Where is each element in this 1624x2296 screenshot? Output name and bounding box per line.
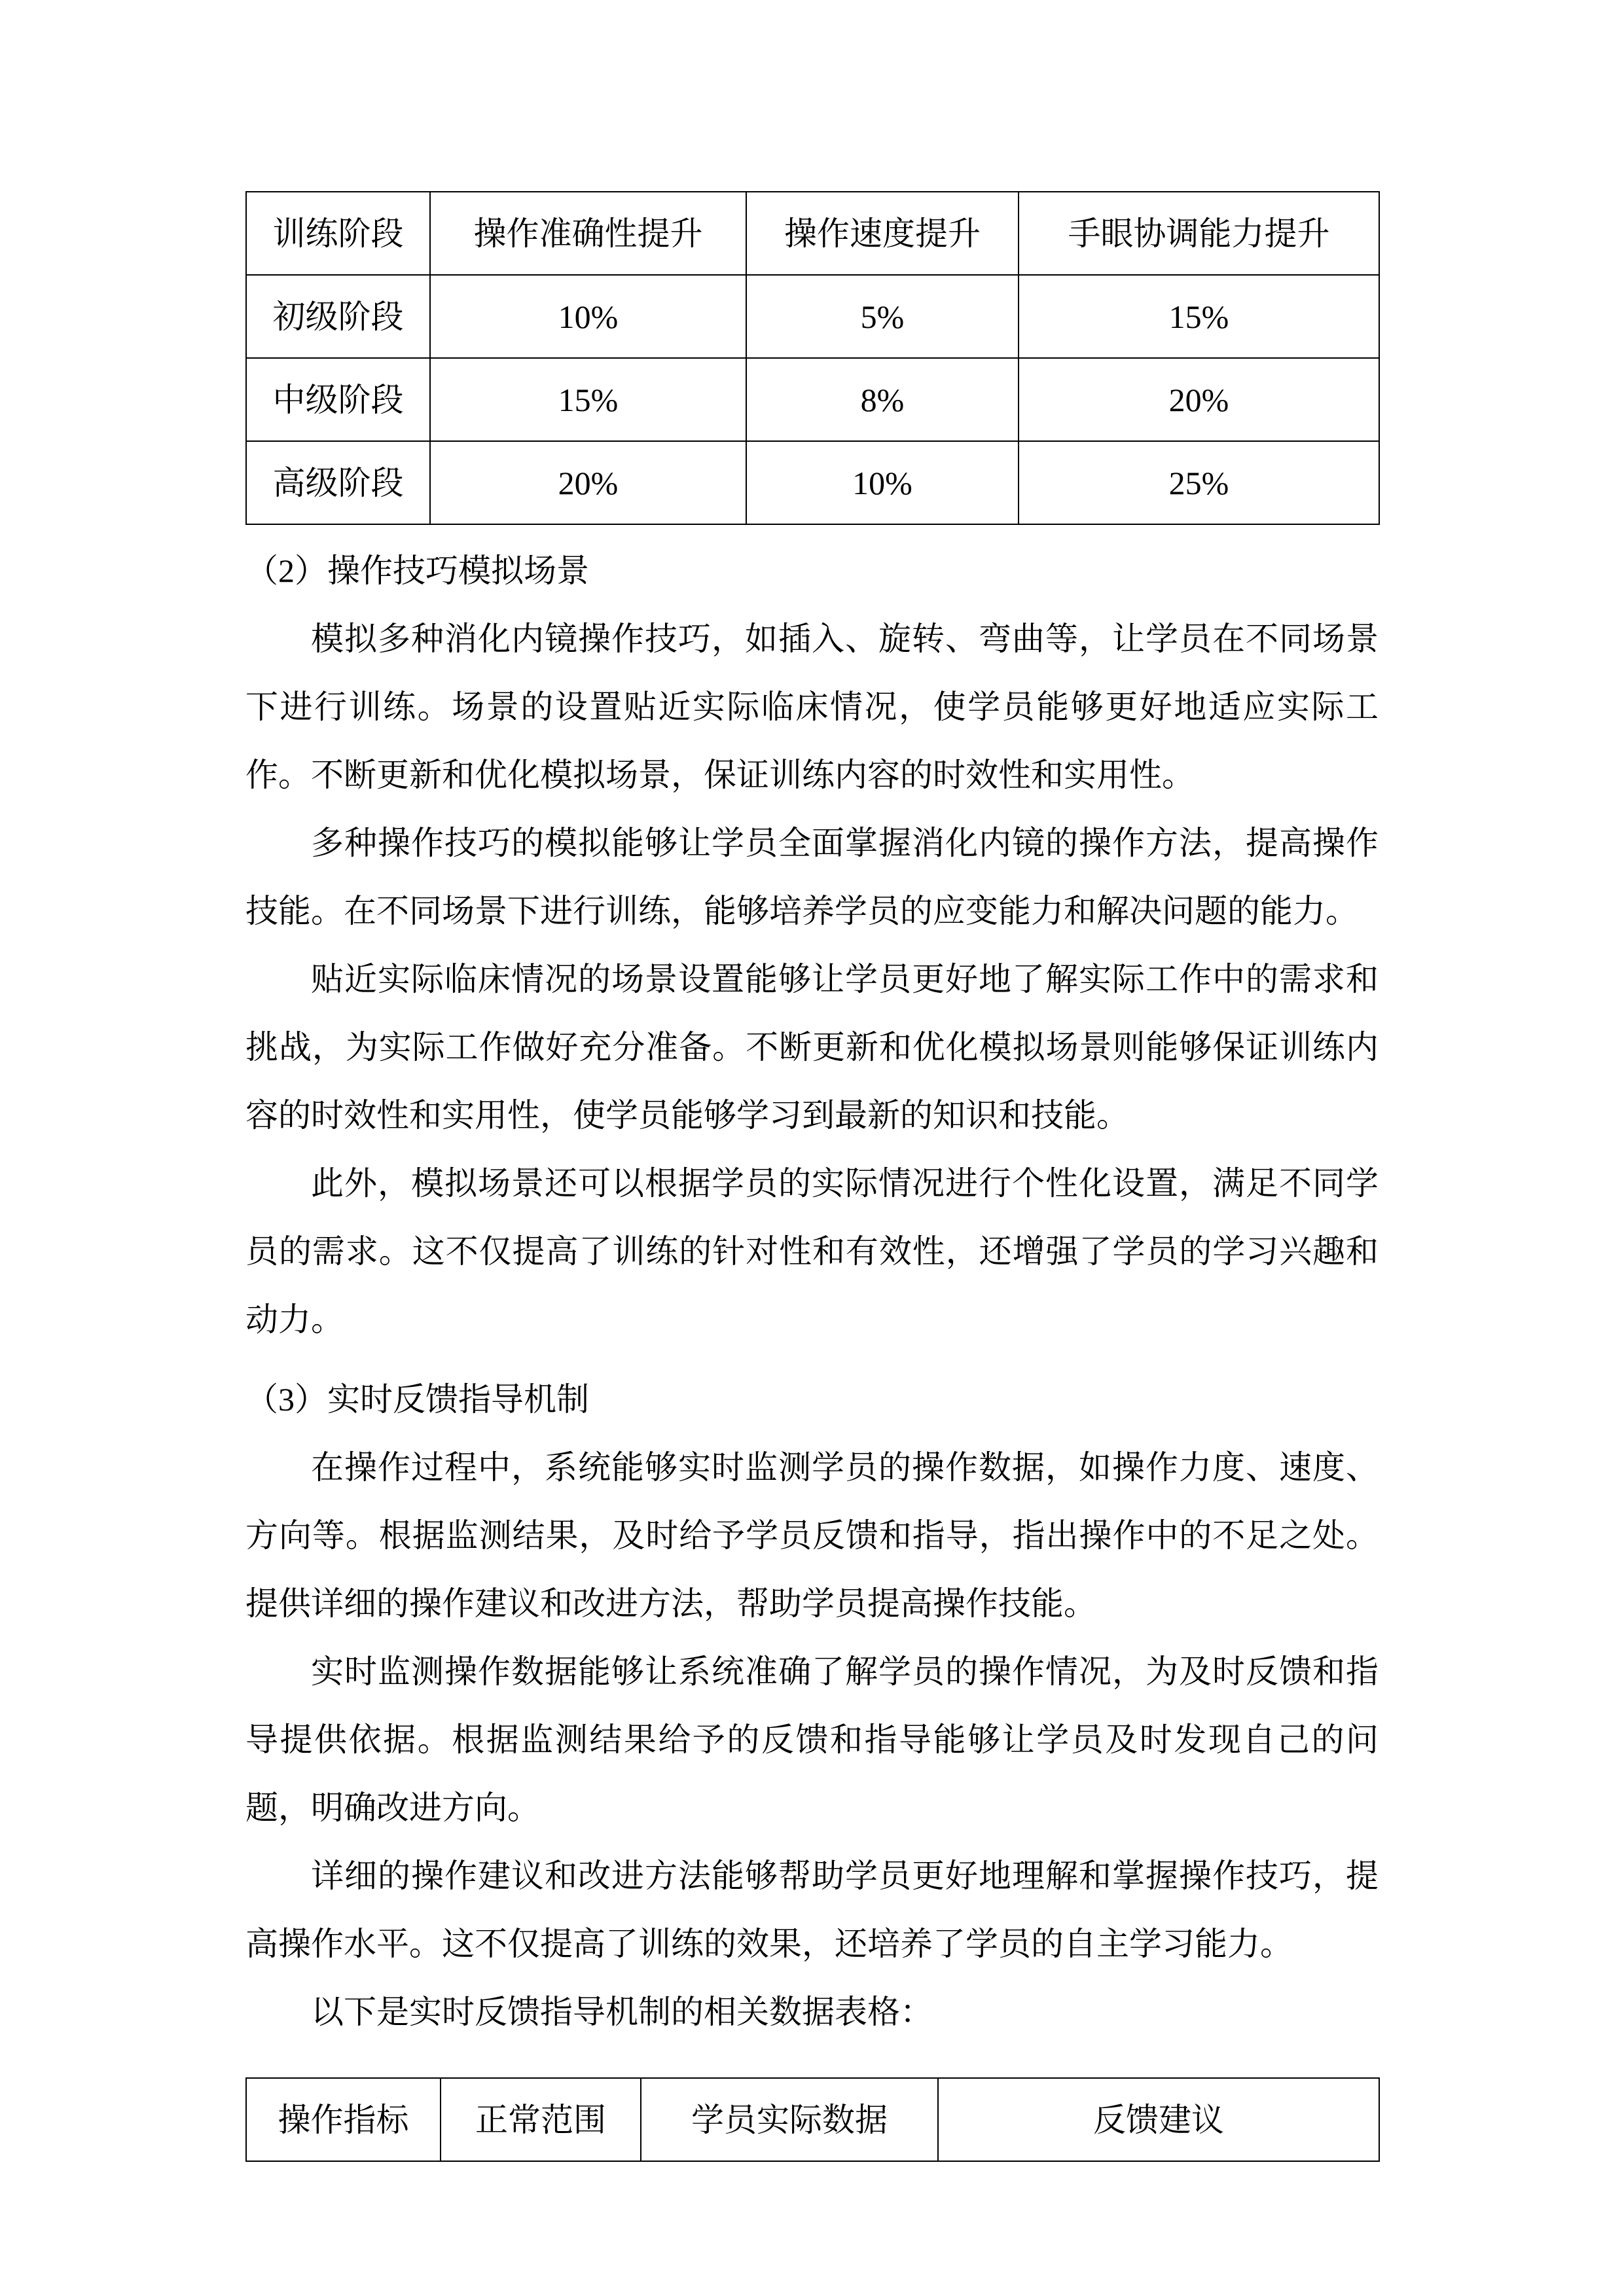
table-header-cell: 正常范围 (441, 2078, 641, 2161)
table-cell: 15% (1019, 275, 1379, 358)
table-header-row (246, 2078, 1379, 2161)
table-cell: 8% (746, 358, 1019, 441)
table-cell: 15% (430, 358, 746, 441)
table-header-cell: 操作准确性提升 (430, 192, 746, 275)
table-header-cell: 学员实际数据 (641, 2078, 938, 2161)
table-header-row (246, 192, 1379, 275)
paragraph: 以下是实时反馈指导机制的相关数据表格： (311, 1994, 933, 2030)
table-header-cell: 训练阶段 (246, 192, 430, 275)
table-row (246, 358, 1379, 441)
table-cell: 25% (1019, 441, 1379, 524)
table-cell: 10% (430, 275, 746, 358)
paragraph: 详细的操作建议和改进方法能够帮助学员更好地理解和掌握操作技巧，提高操作水平。这不仅提高了训练的效果，还培养了学员的自主学习能力。 (245, 1857, 1379, 1962)
table-header-cell: 操作速度提升 (746, 192, 1019, 275)
table-header-cell: 反馈建议 (938, 2078, 1379, 2161)
table-row (246, 441, 1379, 524)
table-cell: 高级阶段 (246, 441, 430, 524)
table-cell: 20% (430, 441, 746, 524)
paragraph: 在操作过程中，系统能够实时监测学员的操作数据，如操作力度、速度、方向等。根据监测结果，及时给予学员反馈和指导，指出操作中的不足之处。提供详细的操作建议和改进方法，帮助学员提高操作技能。 (245, 1449, 1379, 1622)
table-row (246, 275, 1379, 358)
table-cell: 初级阶段 (246, 275, 430, 358)
section-heading-operation-skill-simulation: （2）操作技巧模拟场景 (245, 552, 589, 589)
paragraph: 多种操作技巧的模拟能够让学员全面掌握消化内镜的操作方法，提高操作技能。在不同场景下进行训练，能够培养学员的应变能力和解决问题的能力。 (245, 825, 1379, 929)
feedback-data-table (245, 2077, 1380, 2162)
paragraph: 此外，模拟场景还可以根据学员的实际情况进行个性化设置，满足不同学员的需求。这不仅提高了训练的针对性和有效性，还增强了学员的学习兴趣和动力。 (245, 1165, 1379, 1338)
table-cell: 20% (1019, 358, 1379, 441)
paragraph: 实时监测操作数据能够让系统准确了解学员的操作情况，为及时反馈和指导提供依据。根据监测结果给予的反馈和指导能够让学员及时发现自己的问题，明确改进方向。 (245, 1653, 1379, 1826)
paragraph: 贴近实际临床情况的场景设置能够让学员更好地了解实际工作中的需求和挑战，为实际工作做好充分准备。不断更新和优化模拟场景则能够保证训练内容的时效性和实用性，使学员能够学习到最新的知识和技能。 (245, 961, 1379, 1134)
table-header-cell: 手眼协调能力提升 (1019, 192, 1379, 275)
table-header-cell: 操作指标 (246, 2078, 441, 2161)
training-stage-table (245, 191, 1380, 525)
section-heading-realtime-feedback: （3）实时反馈指导机制 (245, 1381, 589, 1418)
table-cell: 10% (746, 441, 1019, 524)
table-cell: 5% (746, 275, 1019, 358)
paragraph: 模拟多种消化内镜操作技巧，如插入、旋转、弯曲等，让学员在不同场景下进行训练。场景的设置贴近实际临床情况，使学员能够更好地适应实际工作。不断更新和优化模拟场景，保证训练内容的时效性和实用性。 (245, 620, 1379, 793)
table-cell: 中级阶段 (246, 358, 430, 441)
